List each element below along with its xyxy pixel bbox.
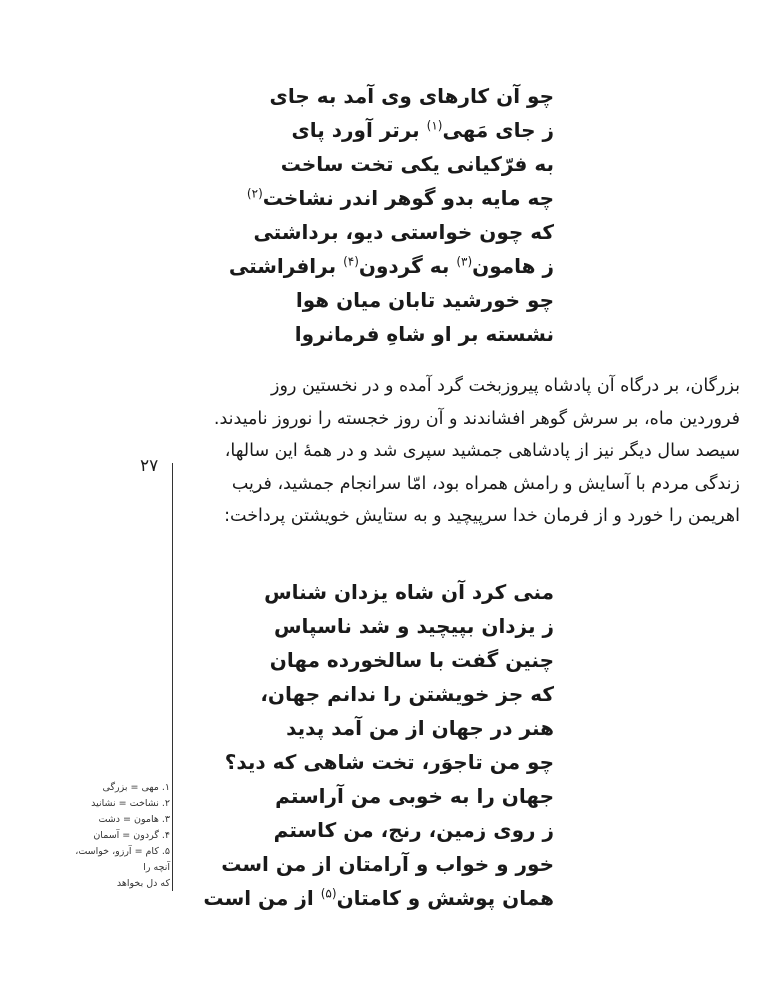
verse-line: به فرّکیانی یکی تخت ساخت bbox=[280, 152, 554, 176]
verse-line: چنین گفت با سالخورده مهان bbox=[269, 648, 554, 672]
verse-line: منی کرد آن شاه یزدان شناس bbox=[264, 580, 554, 604]
page-number: ۲۷ bbox=[140, 456, 159, 476]
verse-block-1 bbox=[228, 79, 554, 351]
prose-line: اهریمن را خورد و از فرمان خدا سرپیچید و به ستایش خویشتن پرداخت: bbox=[224, 506, 740, 526]
verse-line: چو آن کارهای وی آمد به جای bbox=[269, 84, 554, 108]
footnote-item: ۵. کام = آرزو، خواست، آنچه را bbox=[75, 846, 170, 873]
footnote-item: ۳. هامون = دشت bbox=[98, 814, 170, 825]
verse-line: ز هامون$^{(۳)}$ به گردون$^{(۴)}$ برافراشتی bbox=[228, 254, 554, 278]
prose-line: بزرگان، بر درگاه آن پادشاه پیروزبخت گرد آمده و در نخستین روز bbox=[271, 376, 740, 396]
verse-line: چو خورشید تابان میان هوا bbox=[295, 288, 554, 312]
footnotes bbox=[60, 780, 170, 892]
verse-line: چو من تاجوَر، تخت شاهی که دید؟ bbox=[224, 750, 554, 774]
footnote-marker: (۳) bbox=[456, 254, 473, 269]
footnote-marker: (۲) bbox=[246, 186, 263, 201]
prose-paragraph bbox=[180, 370, 740, 533]
footnote-item: ۴. گردون = آسمان bbox=[93, 830, 170, 841]
verse-line: همان پوشش و کامتان$^{(۵)}$ از من است bbox=[203, 886, 554, 910]
footnote-item: ۱. مهی = بزرگی bbox=[102, 782, 170, 793]
verse-line: جهان را به خوبی من آراستم bbox=[275, 784, 554, 808]
prose-line: زندگی مردم با آسایش و رامش همراه بود، امّا سرانجام جمشید، فریب bbox=[231, 473, 740, 494]
verse-line: چه مایه بدو گوهر اندر نشاخت$^{(۲)}$ bbox=[246, 186, 554, 210]
verse-block-2 bbox=[203, 575, 554, 915]
verse-line: هنر در جهان از من آمد پدید bbox=[286, 716, 554, 740]
verse-line: ز یزدان بپیچید و شد ناسپاس bbox=[273, 614, 554, 638]
verse-line: ز جای مَهی$^{(۱)}$ برتر آورد پای bbox=[291, 118, 554, 142]
prose-line: سیصد سال دیگر نیز از پادشاهی جمشید سپری شد و در همهٔ این سالها، bbox=[224, 441, 740, 461]
footnote-item: که دل بخواهد bbox=[116, 878, 170, 889]
verse-line: خور و خواب و آرامتان از من است bbox=[221, 852, 554, 876]
verse-line: ز روی زمین، رنج، من کاستم bbox=[273, 818, 554, 842]
verse-line: که چون خواستی دیو، برداشتی bbox=[253, 220, 554, 244]
footnote-marker: (۴) bbox=[343, 254, 359, 269]
footnote-marker: (۵) bbox=[320, 886, 337, 901]
footnote-item: ۲. نشاخت = نشانید bbox=[91, 798, 170, 809]
footnote-marker: (۱) bbox=[426, 118, 443, 133]
prose-line: فروردین ماه، بر سرش گوهر افشاندند و آن روز خجسته را نوروز نامیدند. bbox=[213, 408, 740, 429]
verse-line: که جز خویشتن را ندانم جهان، bbox=[260, 682, 554, 706]
verse-line: نشسته بر او شاهِ فرمانروا bbox=[294, 322, 554, 346]
margin-divider bbox=[172, 463, 173, 891]
